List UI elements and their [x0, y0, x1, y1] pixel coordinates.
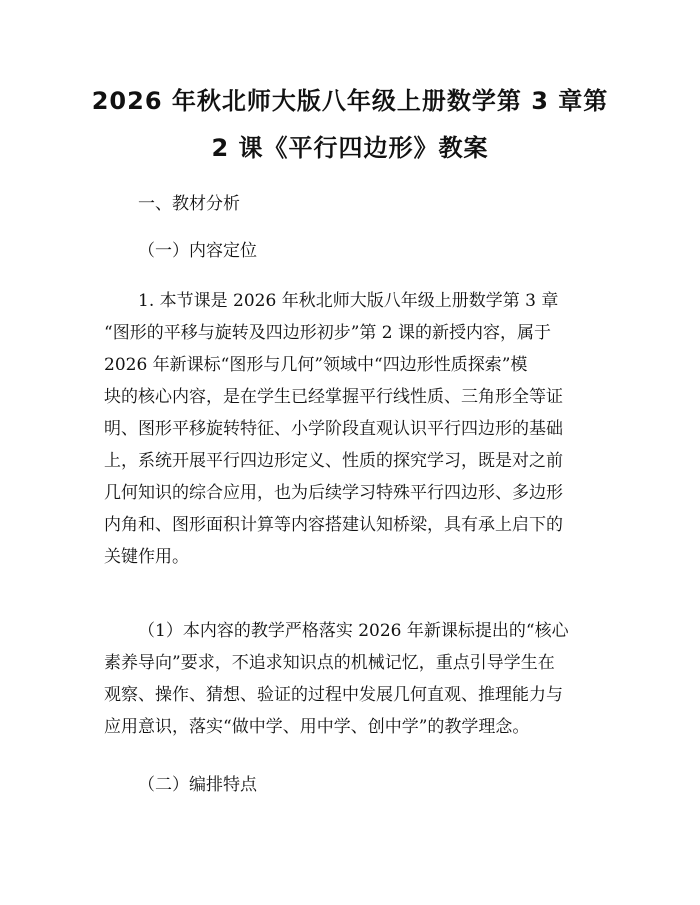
paragraph-line: “图形的平移与旋转及四边形初步”第 2 课的新授内容，属于 [104, 323, 552, 343]
paragraph-line: 内角和、图形面积计算等内容搭建认知桥梁，具有承上启下的 [104, 515, 563, 535]
paragraph-line: 1. 本节课是 2026 年秋北师大版八年级上册数学第 3 章 [138, 291, 559, 311]
paragraph-line: 明、图形平移旋转特征、小学阶段直观认识平行四边形的基础 [104, 419, 563, 439]
paragraph-line: 2026 年新课标“图形与几何”领域中“四边形性质探索”模 [104, 355, 528, 375]
paragraph-line: 关键作用。 [104, 547, 189, 567]
paragraph-line: （1）本内容的教学严格落实 2026 年新课标提出的“核心 [138, 621, 569, 641]
paragraph-line: 应用意识，落实“做中学、用中学、创中学”的教学理念。 [104, 717, 530, 737]
paragraph-line: 素养导向”要求，不追求知识点的机械记忆，重点引导学生在 [104, 653, 555, 673]
document-title-line-2: 2 课《平行四边形》教案 [211, 134, 489, 162]
section-heading-textbook-analysis: 一、教材分析 [138, 194, 240, 214]
subsection-heading-content-positioning: （一）内容定位 [138, 241, 257, 261]
document-title-line-1: 2026 年秋北师大版八年级上册数学第 3 章第 [91, 87, 609, 115]
paragraph-line: 上，系统开展平行四边形定义、性质的探究学习，既是对之前 [104, 451, 563, 471]
subsection-heading-arrangement-features: （二）编排特点 [138, 775, 257, 795]
paragraph-line: 观察、操作、猜想、验证的过程中发展几何直观、推理能力与 [104, 685, 563, 705]
paragraph-line: 块的核心内容，是在学生已经掌握平行线性质、三角形全等证 [104, 387, 563, 407]
paragraph-line: 几何知识的综合应用，也为后续学习特殊平行四边形、多边形 [104, 483, 563, 503]
